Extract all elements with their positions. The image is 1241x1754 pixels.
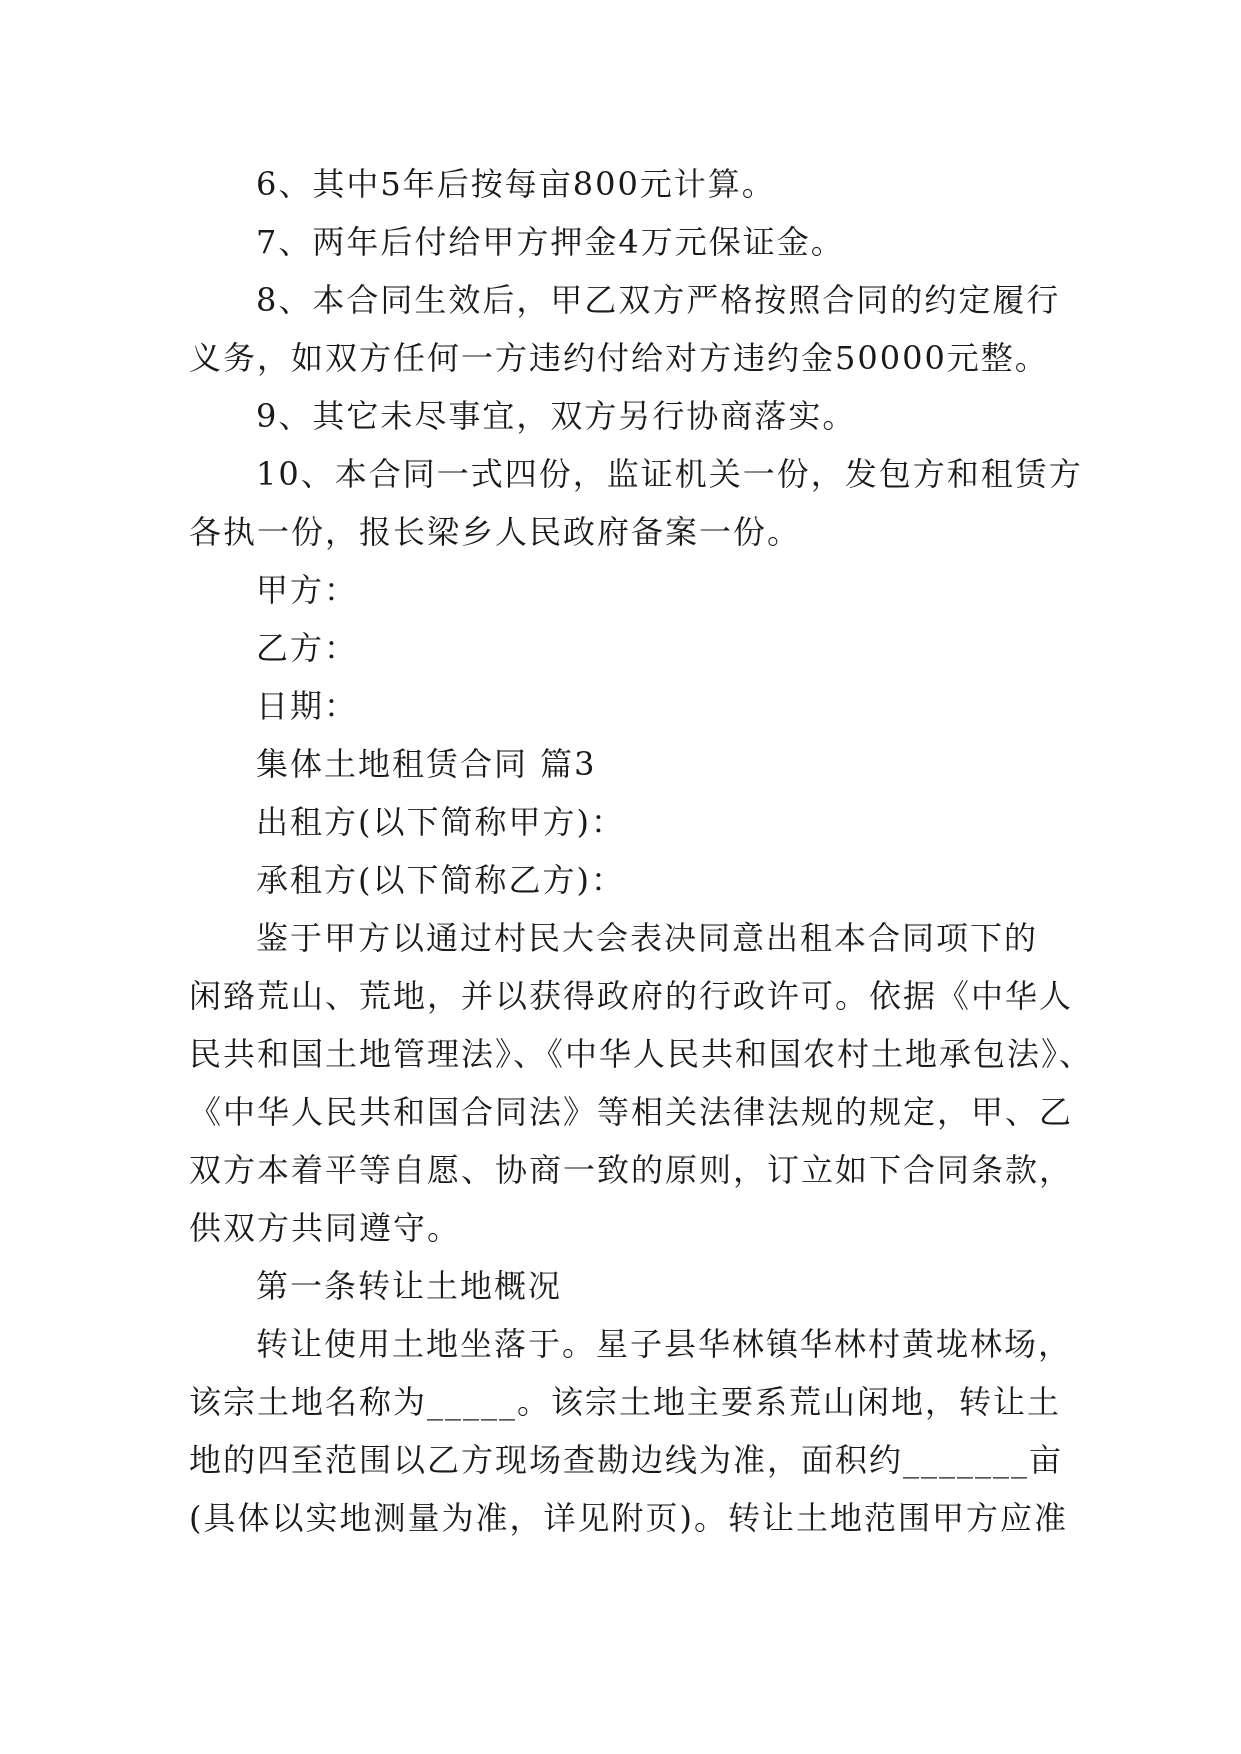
lessor-label: 出租方(以下简称甲方)： xyxy=(256,803,625,841)
clause-8-line-1: 8、本合同生效后，甲乙双方严格按照合同的约定履行 xyxy=(256,281,1061,319)
preamble-line-3: 民共和国土地管理法》、《中华人民共和国农村土地承包法》、 xyxy=(189,1035,1094,1073)
preamble-line-2: 闲臵荒山、荒地，并以获得政府的行政许可。依据《中华人 xyxy=(189,977,1074,1015)
preamble-line-1: 鉴于甲方以通过村民大会表决同意出租本合同项下的 xyxy=(256,919,1039,957)
preamble-line-6: 供双方共同遵守。 xyxy=(189,1209,462,1247)
article-1-line-2: 该宗土地名称为_____。该宗土地主要系荒山闲地，转让土 xyxy=(189,1383,1062,1421)
lessee-label: 承租方(以下简称乙方)： xyxy=(256,861,625,899)
clause-8-line-2: 义务，如双方任何一方违约付给对方违约金50000元整。 xyxy=(189,339,1049,377)
article-1-line-1: 转让使用土地坐落于。星子县华林镇华林村黄垅林场， xyxy=(256,1325,1073,1363)
article-1-heading: 第一条转让土地概况 xyxy=(256,1267,563,1305)
article-1-line-3: 地的四至范围以乙方现场查勘边线为准，面积约_______亩 xyxy=(189,1441,1064,1479)
clause-6: 6、其中5年后按每亩800元计算。 xyxy=(256,165,776,203)
clause-10-line-2: 各执一份，报长梁乡人民政府备案一份。 xyxy=(189,513,802,551)
preamble-line-5: 双方本着平等自愿、协商一致的原则，订立如下合同条款， xyxy=(189,1151,1074,1189)
section-title: 集体土地租赁合同 篇3 xyxy=(256,745,597,783)
signature-date: 日期： xyxy=(256,687,359,725)
preamble-line-4: 《中华人民共和国合同法》等相关法律法规的规定，甲、乙 xyxy=(189,1093,1074,1131)
clause-9: 9、其它未尽事宜，双方另行协商落实。 xyxy=(256,397,857,435)
clause-10-line-1: 10、本合同一式四份，监证机关一份，发包方和租赁方 xyxy=(256,455,1083,493)
signature-party-a: 甲方： xyxy=(256,571,359,609)
article-1-line-4: (具体以实地测量为准，详见附页)。转让土地范围甲方应准 xyxy=(189,1499,1068,1537)
signature-party-b: 乙方： xyxy=(256,629,359,667)
clause-7: 7、两年后付给甲方押金4万元保证金。 xyxy=(256,223,845,261)
